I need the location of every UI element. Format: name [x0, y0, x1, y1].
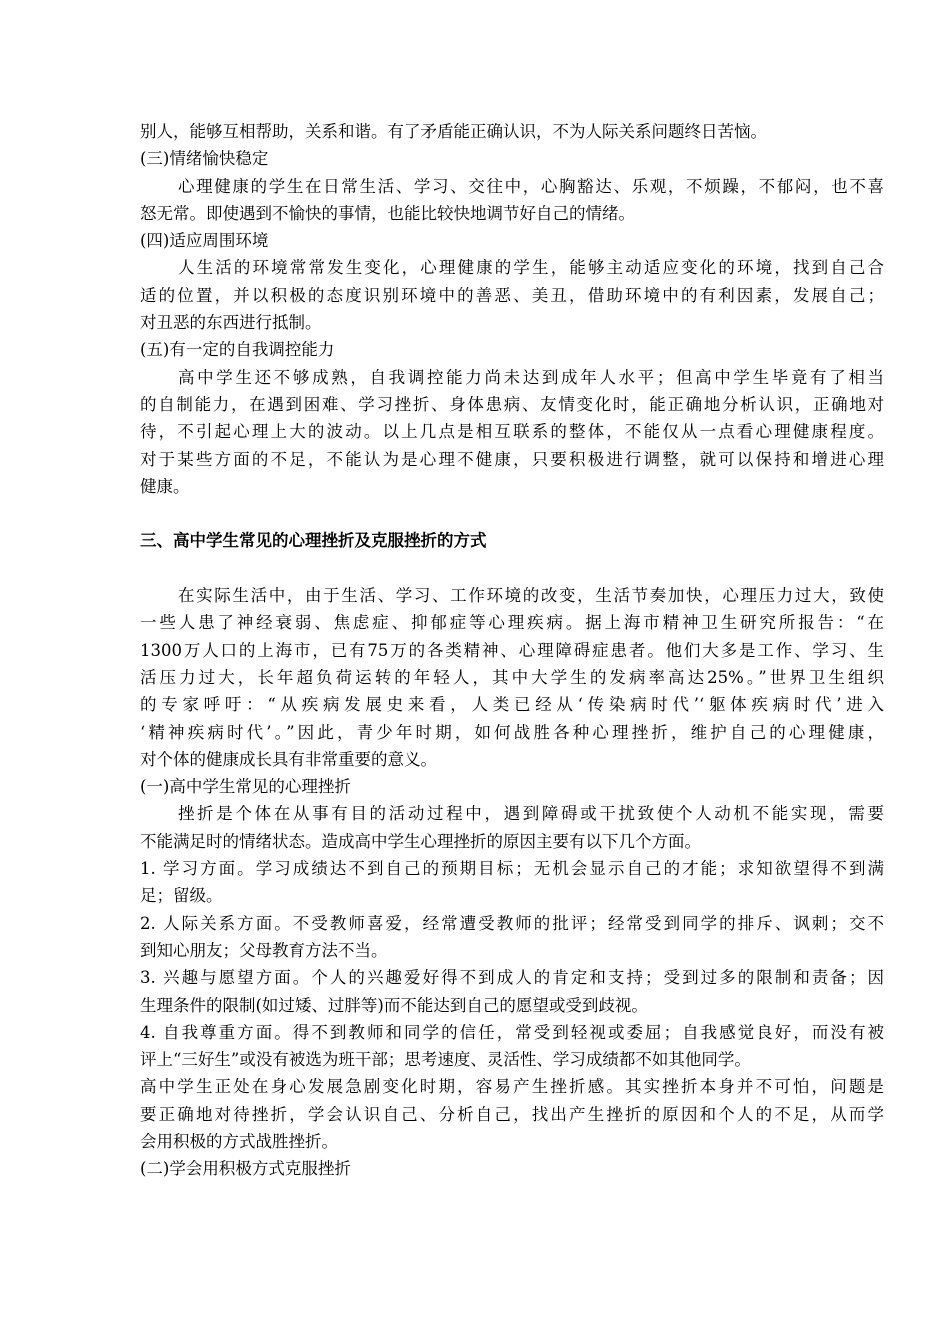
- paragraph-line: 一些人患了神经衰弱、焦虑症、抑郁症等心理疾病。据上海市精神卫生研究所报告：“在: [140, 613, 884, 633]
- paragraph-line: 对丑恶的东西进行抵制。: [140, 313, 322, 333]
- document-page: [140, 118, 884, 1183]
- list-item-line: 1. 学习方面。学习成绩达不到自己的预期目标；无机会显示自己的才能；求知欲望得不到满: [140, 859, 884, 879]
- paragraph-line: 在实际生活中，由于生活、学习、工作环境的改变，生活节奏加快，心理压力过大，致使: [178, 586, 884, 606]
- paragraph-line: 活压力过大，长年超负荷运转的年轻人，其中大学生的发病率高达25%。”世界卫生组织: [140, 667, 884, 687]
- paragraph-line: 的自制能力，在遇到困难、学习挫折、身体患病、友情变化时，能正确地分析认识，正确地对: [140, 394, 884, 414]
- list-item-line: 足；留级。: [140, 886, 223, 906]
- list-item-line: 4. 自我尊重方面。得不到教师和同学的信任，常受到轻视或委屈；自我感觉良好，而没有被: [140, 1022, 884, 1042]
- blank-line: [140, 555, 884, 582]
- blank-line: [140, 500, 884, 527]
- list-item-line: 评上“三好生”或没有被选为班干部；思考速度、灵活性、学习成绩都不如其他同学。: [140, 1050, 751, 1070]
- list-item-line: 生理条件的限制(如过矮、过胖等)而不能达到自己的愿望或受到歧视。: [140, 995, 648, 1015]
- paragraph-line: 对于某些方面的不足，不能认为是心理不健康，只要积极进行调整，就可以保持和增进心理: [140, 449, 884, 469]
- list-item-line: 到知心朋友；父母教育方法不当。: [140, 940, 388, 960]
- section-heading: 三、高中学生常见的心理挫折及克服挫折的方式: [140, 531, 487, 551]
- paragraph-line: 不能满足时的情绪状态。造成高中学生心理挫折的原因主要有以下几个方面。: [140, 831, 701, 851]
- subheading-4: (四)适应周围环境: [140, 231, 269, 251]
- paragraph-line: 待，不引起心理上大的波动。以上几点是相互联系的整体，不能仅从一点看心理健康程度。: [140, 422, 884, 442]
- paragraph-line: 要正确地对待挫折，学会认识自己、分析自己，找出产生挫折的原因和个人的不足，从而学: [140, 1104, 884, 1124]
- paragraph-line: 怒无常。即使遇到不愉快的事情，也能比较快地调节好自己的情绪。: [140, 203, 635, 223]
- paragraph-line: 高中学生正处在身心发展急剧变化时期，容易产生挫折感。其实挫折本身并不可怕，问题是: [140, 1077, 884, 1097]
- paragraph-line: ‘精神疾病时代’。”因此，青少年时期，如何战胜各种心理挫折，维护自己的心理健康，: [140, 722, 884, 742]
- paragraph-line: 1300万人口的上海市，已有75万的各类精神、心理障碍症患者。他们大多是工作、学习、生: [140, 640, 884, 660]
- paragraph-line: 心理健康的学生在日常生活、学习、交往中，心胸豁达、乐观，不烦躁，不郁闷，也不喜: [178, 176, 884, 196]
- paragraph-line: 对个体的健康成长具有非常重要的意义。: [140, 749, 437, 769]
- paragraph-line: 适的位置，并以积极的态度识别环境中的善恶、美丑，借助环境中的有利因素，发展自己；: [140, 285, 884, 305]
- paragraph-line: 挫折是个体在从事有目的活动过程中，遇到障碍或干扰致使个人动机不能实现，需要: [178, 804, 884, 824]
- paragraph-line: 高中学生还不够成熟，自我调控能力尚未达到成年人水平；但高中学生毕竟有了相当: [178, 367, 884, 387]
- subheading-3: (三)情绪愉快稳定: [140, 149, 269, 169]
- paragraph-line: 别人，能够互相帮助，关系和谐。有了矛盾能正确认识，不为人际关系问题终日苦恼。: [140, 122, 767, 141]
- list-item-line: 3. 兴趣与愿望方面。个人的兴趣爱好得不到成人的肯定和支持；受到过多的限制和责备；因: [140, 968, 884, 988]
- paragraph-line: 健康。: [140, 476, 190, 496]
- paragraph-line: 的专家呼吁：“从疾病发展史来看，人类已经从‘传染病时代’‘躯体疾病时代’进入: [140, 695, 884, 715]
- list-item-line: 2. 人际关系方面。不受教师喜爱，经常遭受教师的批评；经常受到同学的排斥、讽刺；交不: [140, 913, 884, 933]
- subheading-2: (二)学会用积极方式克服挫折: [140, 1159, 351, 1179]
- paragraph-line: 人生活的环境常常发生变化，心理健康的学生，能够主动适应变化的环境，找到自己合: [178, 258, 884, 278]
- subheading-1: (一)高中学生常见的心理挫折: [140, 777, 351, 797]
- paragraph-line: 会用积极的方式战胜挫折。: [140, 1131, 338, 1151]
- subheading-5: (五)有一定的自我调控能力: [140, 340, 335, 360]
